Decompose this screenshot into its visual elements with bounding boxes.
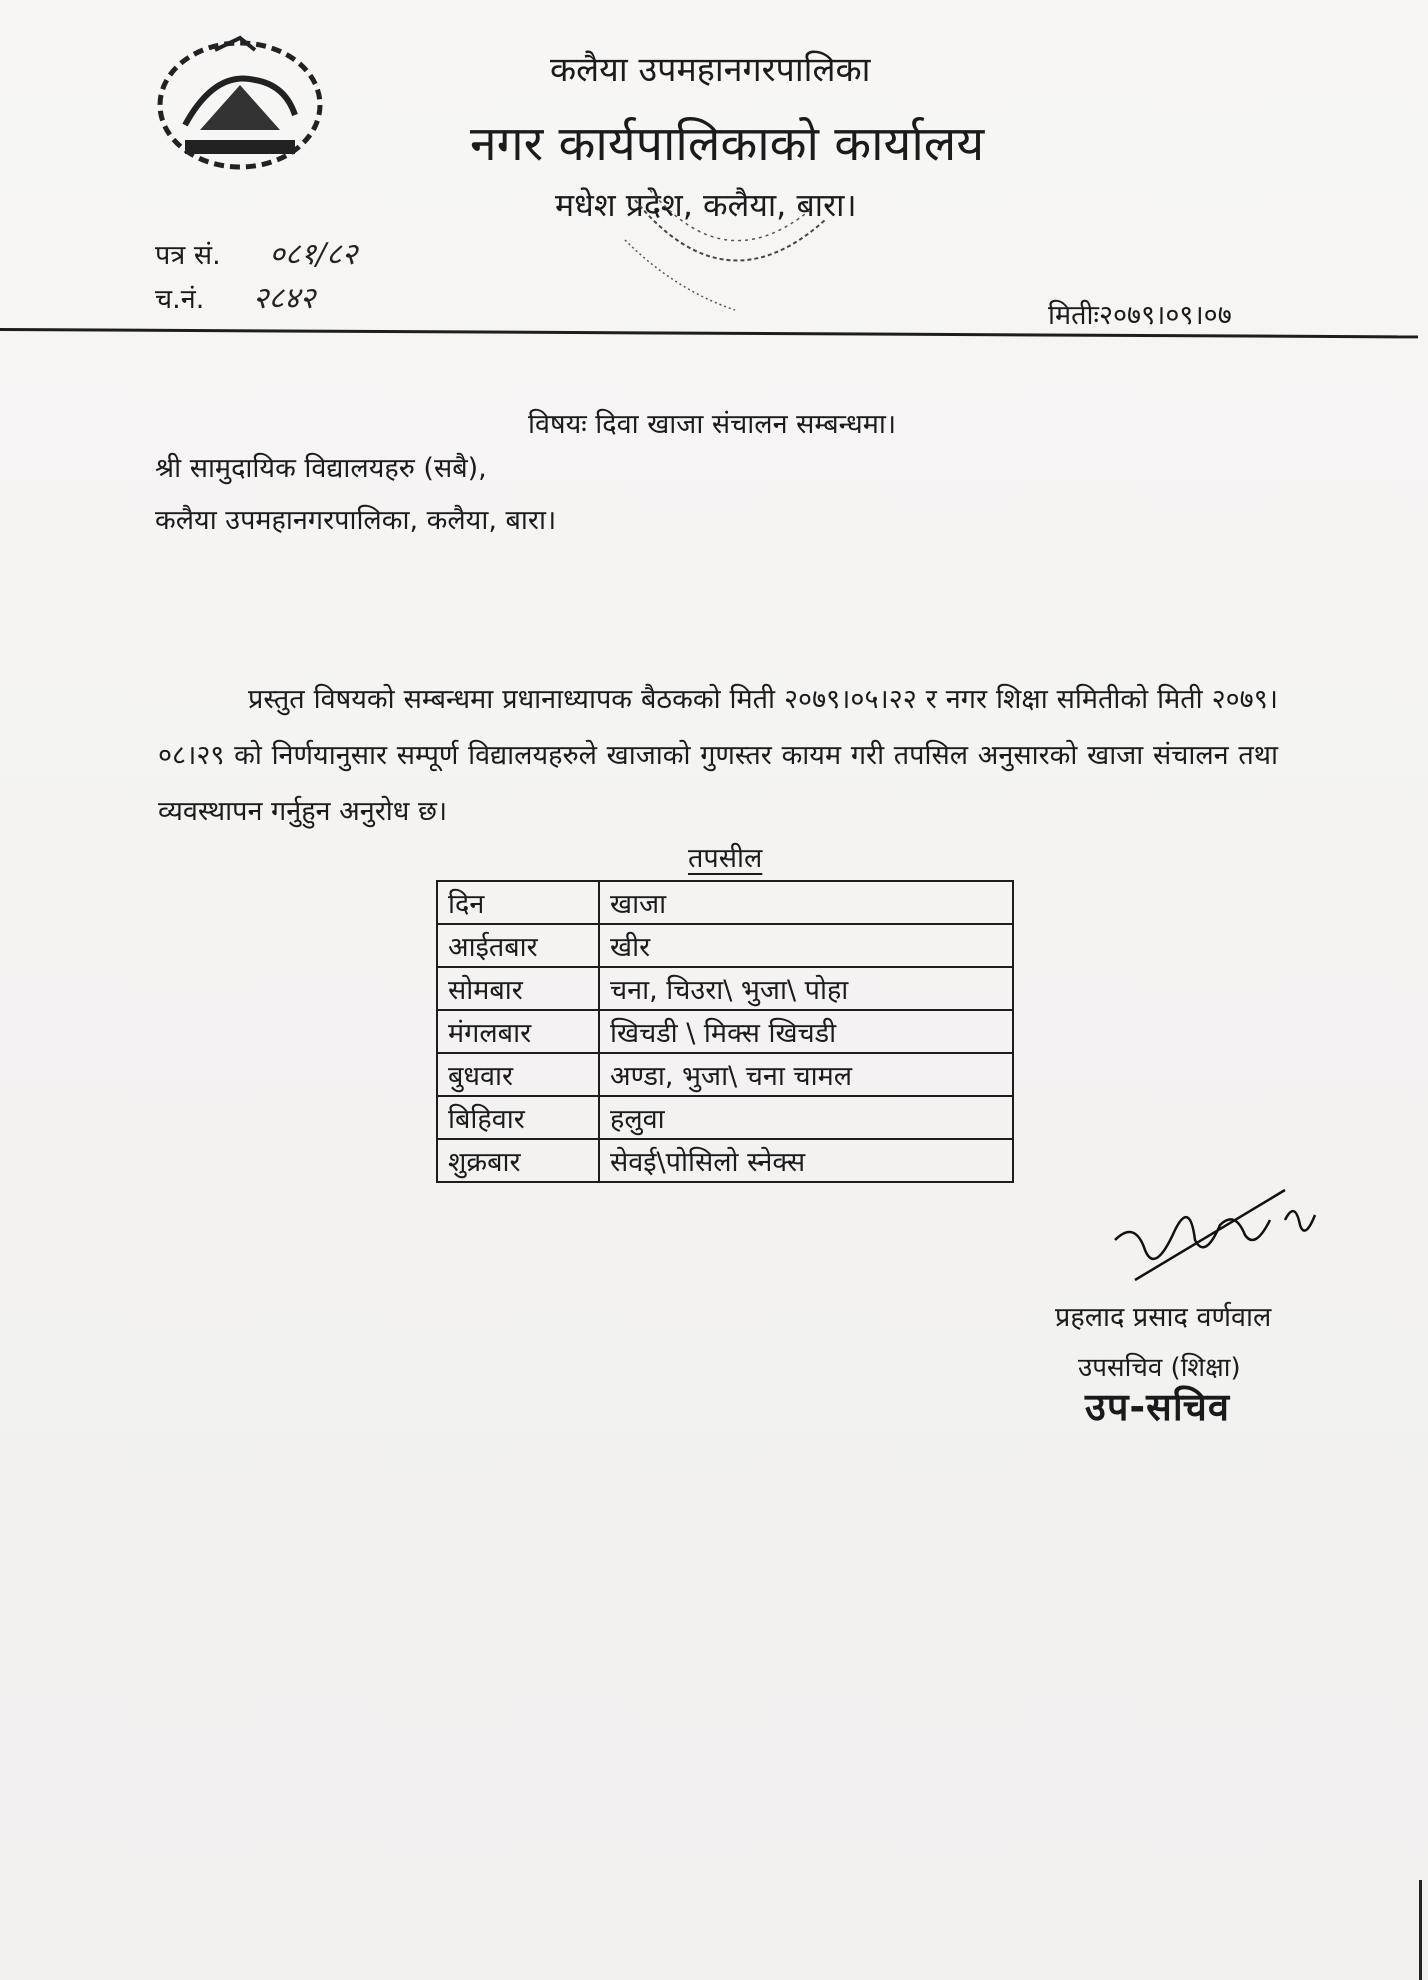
meal-cell: सेवई\पोसिलो स्नेक्स xyxy=(599,1139,1013,1182)
nepal-emblem-icon xyxy=(145,30,335,180)
handwritten-signature xyxy=(1095,1180,1325,1300)
signer-name: प्रहलाद प्रसाद वर्णवाल xyxy=(1055,1302,1272,1333)
table-header-row xyxy=(437,881,1013,924)
day-cell: बिहिवार xyxy=(437,1096,599,1139)
letter-number-label: पत्र सं. xyxy=(155,240,221,271)
day-cell: मंगलबार xyxy=(437,1010,599,1053)
dispatch-number-label: च.नं. xyxy=(155,284,205,315)
day-cell: बुधवार xyxy=(437,1053,599,1096)
day-cell: शुक्रबार xyxy=(437,1139,599,1182)
day-cell: सोमबार xyxy=(437,967,599,1010)
meal-cell: अण्डा, भुजा\ चना चामल xyxy=(599,1053,1013,1096)
office-name: नगर कार्यपालिकाको कार्यालय xyxy=(470,116,985,172)
table-row xyxy=(437,1139,1013,1182)
office-address: मधेश प्रदेश, कलैया, बारा। xyxy=(555,186,857,224)
letter-date: मितीः२०७९।०९।०७ xyxy=(1048,300,1232,331)
designation-stamp: उप-सचिव xyxy=(1085,1385,1230,1429)
table-row xyxy=(437,924,1013,967)
municipality-name: कलैया उपमहानगरपालिका xyxy=(550,50,871,90)
scan-edge-mark xyxy=(1419,1880,1422,1980)
table-row xyxy=(437,967,1013,1010)
addressee-line-2: कलैया उपमहानगरपालिका, कलैया, बारा। xyxy=(155,505,557,536)
letter-number-value: ०८१/८२ xyxy=(269,237,358,272)
schedule-title: तपसील xyxy=(688,843,763,874)
dispatch-number-value: २८४२ xyxy=(252,281,316,316)
day-cell: आईतबार xyxy=(437,924,599,967)
letter-subject: विषयः दिवा खाजा संचालन सम्बन्धमा। xyxy=(528,409,897,440)
signer-designation: उपसचिव (शिक्षा) xyxy=(1078,1353,1241,1383)
meal-cell: चना, चिउरा\ भुजा\ पोहा xyxy=(599,967,1013,1010)
table-row xyxy=(437,1010,1013,1053)
letter-number xyxy=(155,232,357,273)
dispatch-number xyxy=(155,276,315,317)
column-header-meal: खाजा xyxy=(599,881,1013,924)
meal-cell: खिचडी \ मिक्स खिचडी xyxy=(599,1010,1013,1053)
office-seal-stamp xyxy=(615,160,835,330)
table-row xyxy=(437,1096,1013,1139)
meal-cell: खीर xyxy=(599,924,1013,967)
meal-schedule-table xyxy=(436,880,1014,1183)
meal-cell: हलुवा xyxy=(599,1096,1013,1139)
column-header-day: दिन xyxy=(437,881,599,924)
letter-body: प्रस्तुत विषयको सम्बन्धमा प्रधानाध्यापक बैठकको मिती २०७९।०५।२२ र नगर शिक्षा समितीको मिती २०७९।०८।२९ को निर्णयानुसार सम्पूर्ण विद्यालयहरुले खाजाको गुणस्तर कायम गरी तपसिल अनुसारको खाजा संचालन तथा व्यवस्थापन गर्नुहुन अनुरोध छ। xyxy=(158,684,1278,827)
addressee-line-1: श्री सामुदायिक विद्यालयहरु (सबै), xyxy=(155,453,487,484)
table-row xyxy=(437,1053,1013,1096)
